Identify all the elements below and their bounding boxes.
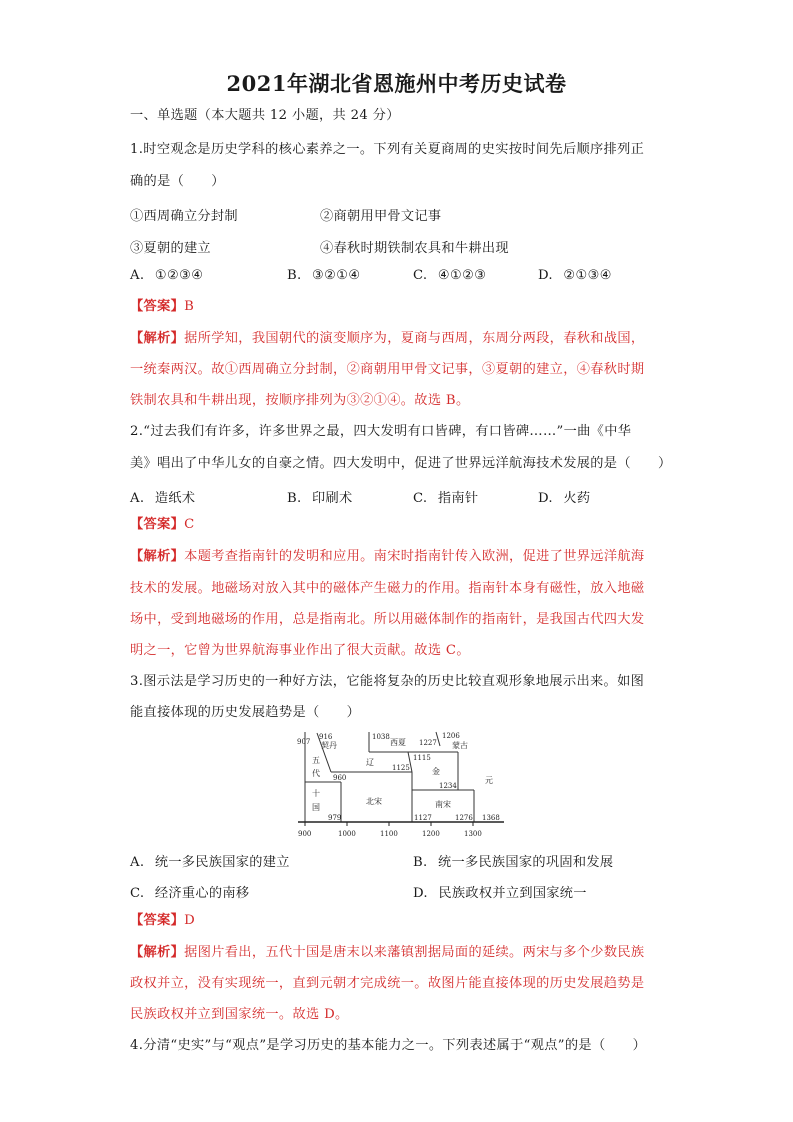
q1-analysis-line-1 [130, 330, 670, 348]
year-1227: 1227 [419, 739, 437, 747]
year-1276: 1276 [455, 814, 473, 822]
analysis-text: 本题考查指南针的发明和应用。南宋时指南针传入欧洲，促进了世界远洋航海 [184, 549, 645, 564]
region-shiguo-2: 国 [312, 803, 320, 812]
analysis-text: 据图片看出，五代十国是唐末以来藩镇割据局面的延续。两宋与多个少数民族 [184, 945, 645, 960]
q1-statement-4: ④春秋时期铁制农具和牛耕出现 [320, 241, 509, 256]
q2-answer [130, 516, 670, 534]
year-1368: 1368 [482, 814, 500, 822]
option-label: C. [413, 491, 428, 506]
analysis-text: 据所学知，我国朝代的演变顺序为，夏商与西周，东周分两段，春秋和战国， [184, 331, 645, 346]
option-text: ②①③④ [563, 268, 612, 283]
option-label: A. [130, 855, 145, 870]
year-916: 916 [319, 733, 333, 741]
q3-answer [130, 912, 670, 930]
q2-analysis-line-3: 场中，受到地磁场的作用，总是指南北。所以用磁体制作的指南针，是我国古代四大发 [130, 612, 645, 627]
option-text: 火药 [563, 491, 591, 506]
region-qidan: 契丹 [321, 741, 337, 750]
region-liao: 辽 [366, 758, 374, 767]
option-label: A. [130, 491, 145, 506]
region-menggu: 蒙古 [452, 741, 468, 750]
q1-statement-2: ②商朝用甲骨文记事 [320, 209, 442, 224]
analysis-tag: 【解析】 [130, 331, 185, 346]
tick-900: 900 [298, 830, 312, 838]
analysis-tag: 【解析】 [130, 549, 185, 564]
option-label: A. [130, 268, 145, 283]
q2-option-c[interactable] [413, 487, 478, 506]
option-text: 指南针 [437, 491, 479, 506]
option-label: B. [287, 268, 302, 283]
tick-1000: 1000 [338, 830, 356, 838]
q1-stem-line-2: 确的是（ ） [130, 174, 225, 189]
q2-option-b[interactable] [287, 487, 352, 506]
region-xixia: 西夏 [390, 738, 406, 747]
region-wudai-2: 代 [312, 769, 320, 778]
analysis-tag: 【解析】 [130, 945, 185, 960]
q1-answer [130, 298, 670, 316]
option-label: C. [130, 886, 145, 901]
q3-option-a[interactable] [130, 851, 290, 870]
tick-1100: 1100 [380, 830, 398, 838]
q3-analysis-line-2: 政权并立，没有实现统一，直到元朝才完成统一。故图片能直接体现的历史发展趋势是 [130, 976, 645, 991]
year-1234: 1234 [439, 782, 457, 790]
option-text: 经济重心的南移 [154, 886, 250, 901]
q3-option-c[interactable] [130, 882, 249, 901]
q3-analysis-line-1 [130, 944, 670, 962]
tick-1200: 1200 [422, 830, 440, 838]
option-label: B. [287, 491, 302, 506]
year-1115: 1115 [413, 754, 431, 762]
q1-statement-1: ①西周确立分封制 [130, 209, 238, 224]
q2-option-a[interactable] [130, 487, 195, 506]
q2-stem-line-2: 美》唱出了中华儿女的自豪之情。四大发明中，促进了世界远洋航海技术发展的是（ ） [130, 456, 672, 471]
answer-tag: 【答案】 [130, 299, 185, 314]
year-1038: 1038 [372, 733, 390, 741]
dynasty-timeline-diagram [296, 730, 506, 842]
q2-analysis-line-4: 明之一，它曾为世界航海事业作出了很大贡献。故选 C。 [130, 643, 470, 658]
q4-stem-line-1: 4.分清“史实”与“观点”是学习历史的基本能力之一。下列表述属于“观点”的是（ ） [130, 1038, 647, 1053]
option-label: C. [413, 268, 428, 283]
answer-value: D [184, 913, 196, 928]
option-text: 印刷术 [311, 491, 353, 506]
option-text: 民族政权并立到国家统一 [438, 886, 587, 901]
option-text: ③②①④ [311, 268, 361, 283]
option-text: ④①②③ [437, 268, 487, 283]
q1-option-a[interactable] [130, 268, 203, 283]
year-1127: 1127 [414, 814, 432, 822]
region-yuan: 元 [485, 776, 493, 785]
q2-analysis-line-2: 技术的发展。地磁场对放入其中的磁体产生磁力的作用。指南针本身有磁性，放入地磁 [130, 581, 645, 596]
q3-stem-line-1: 3.图示法是学习历史的一种好方法，它能将复杂的历史比较直观形象地展示出来。如图 [130, 674, 645, 689]
q1-stem-line-1: 1.时空观念是历史学科的核心素养之一。下列有关夏商周的史实按时间先后顺序排列正 [130, 142, 645, 157]
year-1125: 1125 [392, 764, 410, 772]
region-jin: 金 [432, 767, 440, 776]
option-text: 统一多民族国家的巩固和发展 [437, 855, 614, 870]
region-beisong: 北宋 [366, 797, 382, 806]
answer-tag: 【答案】 [130, 517, 185, 532]
option-text: ①②③④ [154, 268, 204, 283]
option-label: B. [413, 855, 428, 870]
region-wudai-1: 五 [312, 756, 320, 765]
q1-option-c[interactable] [413, 268, 486, 283]
q3-option-b[interactable] [413, 851, 613, 870]
year-1206: 1206 [442, 732, 460, 740]
option-label: D. [538, 268, 553, 283]
answer-value: B [184, 299, 195, 314]
region-nansong: 南宋 [435, 800, 451, 809]
tick-1300: 1300 [464, 830, 482, 838]
q3-stem-line-2: 能直接体现的历史发展趋势是（ ） [130, 705, 361, 720]
q1-option-b[interactable] [287, 268, 360, 283]
option-label: D. [538, 491, 553, 506]
q3-option-d[interactable] [413, 882, 587, 901]
q1-option-d[interactable] [538, 268, 612, 283]
q2-analysis-line-1 [130, 548, 670, 566]
year-979: 979 [328, 814, 342, 822]
year-960: 960 [333, 774, 347, 782]
q1-statement-3: ③夏朝的建立 [130, 241, 211, 256]
q1-analysis-line-2: 一统秦两汉。故①西周确立分封制，②商朝用甲骨文记事，③夏朝的建立，④春秋时期 [130, 362, 645, 377]
q1-analysis-line-3: 铁制农具和牛耕出现，按顺序排列为③②①④。故选 B。 [130, 393, 470, 408]
option-text: 造纸术 [154, 491, 196, 506]
option-label: D. [413, 886, 428, 901]
q3-analysis-line-3: 民族政权并立到国家统一。故选 D。 [130, 1007, 349, 1022]
year-907: 907 [297, 738, 311, 746]
answer-tag: 【答案】 [130, 913, 185, 928]
section-heading: 一、单选题（本大题共 12 小题，共 24 分） [130, 108, 400, 123]
answer-value: C [184, 517, 195, 532]
q2-stem-line-1: 2.“过去我们有许多，许多世界之最，四大发明有口皆碑，有口皆碑……”一曲《中华 [130, 424, 632, 439]
option-text: 统一多民族国家的建立 [154, 855, 290, 870]
region-shiguo-1: 十 [312, 789, 320, 798]
page-title: 2021年湖北省恩施州中考历史试卷 [226, 71, 567, 96]
q2-option-d[interactable] [538, 487, 590, 506]
